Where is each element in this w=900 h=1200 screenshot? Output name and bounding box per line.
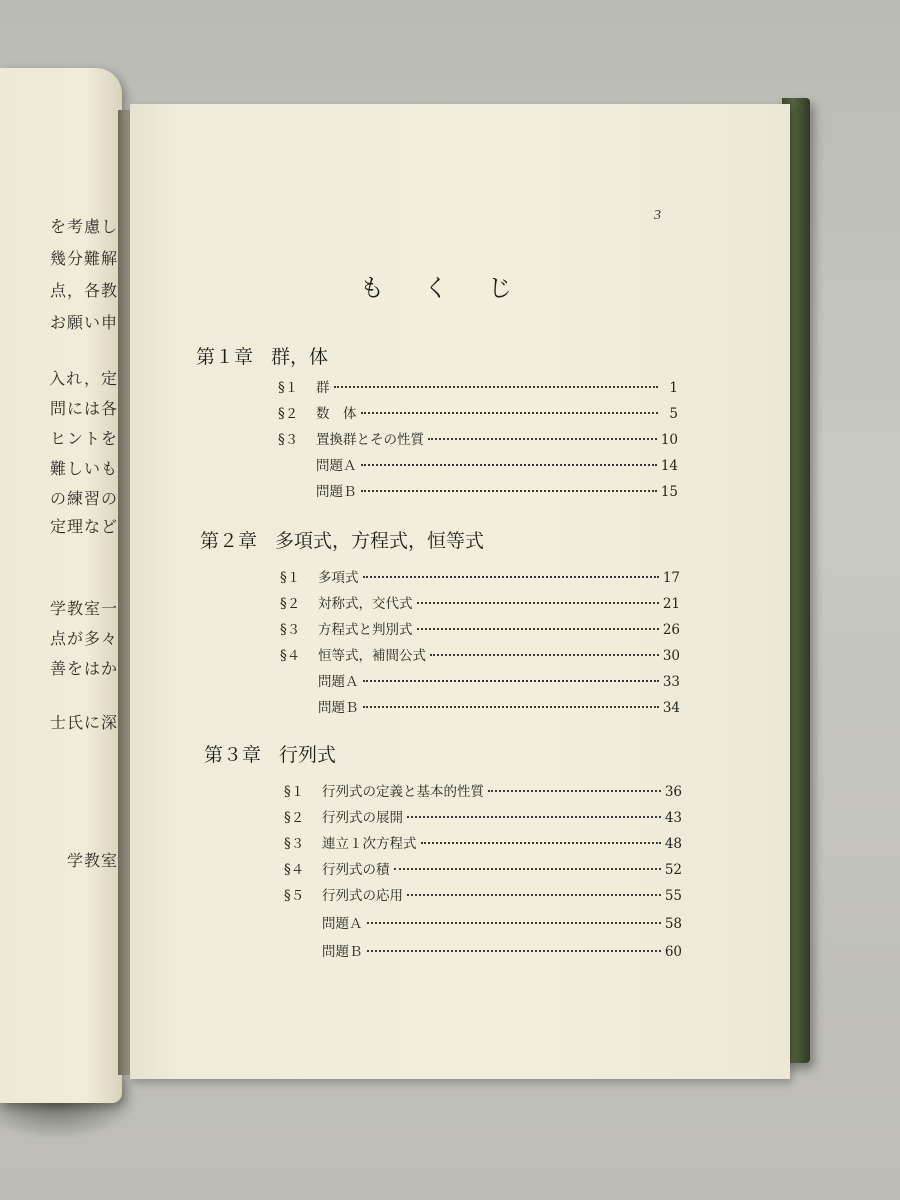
leader-dots — [407, 816, 661, 818]
toc-entry — [280, 618, 680, 638]
left-page-line: 学教室一 — [49, 599, 118, 618]
left-page-line: の練習の — [49, 489, 118, 508]
entry-title: 対称式，交代式 — [318, 596, 413, 612]
left-page-line: 幾分難解 — [49, 249, 118, 268]
entry-title: 行列式の展開 — [322, 810, 403, 826]
section-number: §４ — [280, 648, 301, 664]
leader-dots — [361, 412, 659, 414]
toc-entry — [278, 428, 678, 448]
entry-title: 問題Ａ — [318, 674, 359, 690]
entry-title: 連立１次方程式 — [322, 836, 417, 852]
section-number: §２ — [278, 406, 299, 422]
leader-dots — [334, 386, 659, 388]
entry-page: 58 — [664, 916, 682, 932]
toc-entry — [284, 940, 682, 960]
section-number: §２ — [284, 810, 305, 826]
entry-title: 問題Ｂ — [318, 700, 359, 716]
chapter-number: 第１章 — [196, 346, 254, 368]
leader-dots — [428, 438, 657, 440]
leader-dots — [361, 490, 657, 492]
section-number: §１ — [284, 784, 305, 800]
toc-entry — [278, 454, 678, 474]
entry-title: 数 体 — [316, 406, 357, 422]
leader-dots — [363, 680, 659, 682]
section-number: §２ — [280, 596, 301, 612]
entry-page: 55 — [664, 888, 682, 904]
entry-page: 1 — [669, 380, 678, 396]
toc-entry — [278, 480, 678, 500]
toc-entry — [280, 566, 680, 586]
toc-entry — [284, 806, 682, 826]
leader-dots — [363, 706, 659, 708]
section-number: §１ — [280, 570, 301, 586]
leader-dots — [367, 950, 661, 952]
chapter-heading — [204, 740, 336, 767]
chapter-heading — [196, 342, 328, 369]
toc-entry — [278, 376, 678, 396]
left-page-line: 学教室 — [66, 851, 118, 870]
toc-entry — [280, 644, 680, 664]
left-page-line: 入れ，定 — [49, 369, 118, 388]
page-number: 3 — [654, 208, 661, 223]
entry-title: 行列式の積 — [322, 862, 390, 878]
entry-page: 52 — [664, 862, 682, 878]
toc-entry — [280, 670, 680, 690]
left-page-line: 点が多々 — [49, 629, 118, 648]
contents-page — [130, 104, 790, 1079]
entry-title: 行列式の定義と基本的性質 — [322, 784, 484, 800]
entry-page: 48 — [664, 836, 682, 852]
toc-entry — [280, 592, 680, 612]
entry-title: 問題Ａ — [322, 916, 363, 932]
left-page-line: お願い申 — [49, 313, 118, 332]
entry-title: 多項式 — [318, 570, 359, 586]
leader-dots — [363, 576, 659, 578]
left-page-line: 定理など — [49, 517, 118, 536]
chapter-heading — [200, 526, 484, 553]
entry-title: 恒等式，補間公式 — [318, 648, 426, 664]
section-number: §３ — [284, 836, 305, 852]
entry-title: 置換群とその性質 — [316, 432, 424, 448]
entry-page: 15 — [660, 484, 678, 500]
leader-dots — [430, 654, 659, 656]
left-page-line: 士氏に深 — [49, 713, 118, 732]
entry-title: 問題Ａ — [316, 458, 357, 474]
chapter-number: 第２章 — [200, 530, 258, 552]
leader-dots — [361, 464, 657, 466]
toc-entry — [284, 780, 682, 800]
entry-title: 行列式の応用 — [322, 888, 403, 904]
entry-page: 21 — [662, 596, 680, 612]
toc-entry — [284, 832, 682, 852]
left-page-line: 難しいも — [49, 459, 118, 478]
left-facing-page — [0, 68, 122, 1103]
entry-page: 14 — [660, 458, 678, 474]
entry-page: 43 — [664, 810, 682, 826]
entry-title: 問題Ｂ — [316, 484, 357, 500]
section-number: §３ — [280, 622, 301, 638]
entry-title: 問題Ｂ — [322, 944, 363, 960]
leader-dots — [417, 628, 659, 630]
entry-title: 群 — [316, 380, 330, 396]
chapter-title: 行列式 — [279, 744, 337, 766]
toc-title: もくじ — [360, 274, 552, 302]
entry-page: 34 — [662, 700, 680, 716]
leader-dots — [407, 894, 661, 896]
toc-entry — [284, 912, 682, 932]
toc-entry — [280, 696, 680, 716]
section-number: §３ — [278, 432, 299, 448]
entry-title: 方程式と判別式 — [318, 622, 413, 638]
leader-dots — [394, 868, 661, 870]
chapter-title: 多項式，方程式，恒等式 — [275, 530, 485, 552]
chapter-number: 第３章 — [204, 744, 262, 766]
entry-page: 60 — [664, 944, 682, 960]
entry-page: 17 — [662, 570, 680, 586]
leader-dots — [421, 842, 661, 844]
left-page-line: 点，各教 — [49, 281, 118, 300]
entry-page: 5 — [669, 406, 678, 422]
entry-page: 10 — [660, 432, 678, 448]
leader-dots — [417, 602, 659, 604]
entry-page: 26 — [662, 622, 680, 638]
left-page-line: ヒントを — [49, 429, 118, 448]
section-number: §５ — [284, 888, 305, 904]
toc-entry — [278, 402, 678, 422]
toc-entry — [284, 858, 682, 878]
toc-entry — [284, 884, 682, 904]
section-number: §１ — [278, 380, 299, 396]
entry-page: 36 — [664, 784, 682, 800]
left-page-line: を考慮し — [49, 217, 118, 236]
section-number: §４ — [284, 862, 305, 878]
leader-dots — [367, 922, 661, 924]
left-page-line: 問には各 — [49, 399, 118, 418]
entry-page: 33 — [662, 674, 680, 690]
left-page-line: 善をはか — [49, 659, 118, 678]
leader-dots — [488, 790, 661, 792]
chapter-title: 群，体 — [271, 346, 329, 368]
entry-page: 30 — [662, 648, 680, 664]
